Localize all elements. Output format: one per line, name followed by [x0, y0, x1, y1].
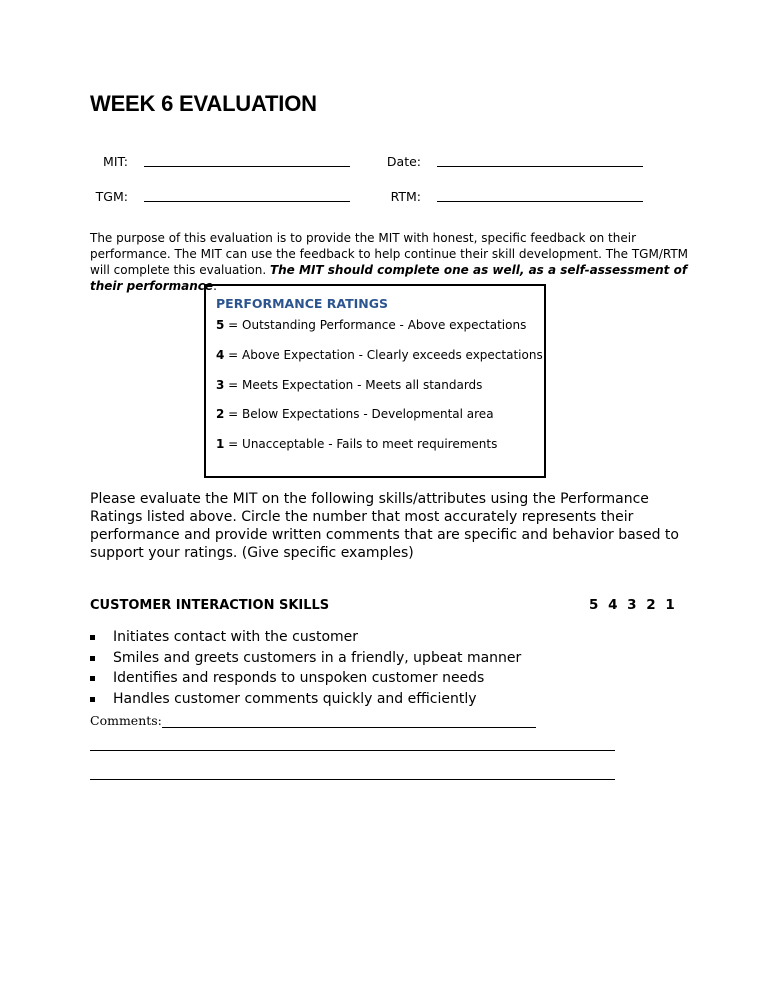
tgm-label: TGM:: [95, 189, 128, 204]
rating-scale[interactable]: 5 4 3 2 1: [589, 597, 675, 613]
rating-item-1: [216, 437, 497, 451]
rating-number: 2: [216, 407, 225, 421]
rating-number: 4: [216, 348, 225, 362]
intro-emphasis: The MIT should complete one as well, as a self-assessment of their performance: [90, 263, 688, 293]
rating-description: = Below Expectations - Developmental area: [224, 407, 494, 421]
square-bullet-icon: [90, 656, 95, 661]
comments-input-line-3[interactable]: [90, 779, 615, 780]
list-item: [90, 668, 521, 689]
rating-number: 3: [216, 378, 225, 392]
rating-item-2: [216, 407, 494, 421]
square-bullet-icon: [90, 697, 95, 702]
date-input-line[interactable]: [437, 166, 643, 167]
rating-description: = Unacceptable - Fails to meet requirements: [224, 437, 498, 451]
comments-input-line-1[interactable]: [162, 727, 536, 728]
rating-description: = Outstanding Performance - Above expectations: [224, 318, 527, 332]
instructions-paragraph: Please evaluate the MIT on the following skills/attributes using the Performance Ratings listed above. Circle the number that most accurately represents their performance and provide written comments that are specific and behavior based to support your ratings. (Give specific examples): [90, 491, 679, 561]
performance-ratings-box: [204, 284, 546, 478]
tgm-input-line[interactable]: [144, 201, 350, 202]
rating-item-5: [216, 318, 526, 332]
list-item-text: Identifies and responds to unspoken customer needs: [113, 670, 485, 686]
rating-description: = Meets Expectation - Meets all standards: [224, 378, 483, 392]
intro-end: .: [213, 279, 217, 293]
rating-description: = Above Expectation - Clearly exceeds expectations: [224, 348, 543, 362]
section-title: CUSTOMER INTERACTION SKILLS: [90, 598, 330, 613]
intro-text: The purpose of this evaluation is to provide the MIT with honest, specific feedback on their performance. The MIT can use the feedback to help continue their skill development. The TGM/RTM will complete this evaluation.: [90, 231, 689, 277]
date-label: Date:: [386, 154, 421, 169]
mit-label: MIT:: [103, 154, 128, 169]
list-item-text: Initiates contact with the customer: [113, 629, 359, 645]
list-item-text: Handles customer comments quickly and efficiently: [113, 690, 477, 707]
ratings-title: PERFORMANCE RATINGS: [216, 296, 388, 311]
list-item: [90, 627, 521, 648]
square-bullet-icon: [90, 635, 95, 640]
list-item: [90, 648, 521, 669]
rating-number: 1: [216, 437, 225, 451]
rating-item-3: [216, 378, 482, 392]
rtm-label: RTM:: [390, 189, 421, 204]
square-bullet-icon: [90, 676, 95, 681]
comments-label: Comments:: [90, 713, 162, 728]
page-title: WEEK 6 EVALUATION: [90, 91, 317, 116]
comments-input-line-2[interactable]: [90, 750, 615, 751]
skills-list: [90, 627, 521, 709]
mit-input-line[interactable]: [144, 166, 350, 167]
list-item-text: Smiles and greets customers in a friendly, upbeat manner: [113, 649, 522, 666]
rating-number: 5: [216, 318, 225, 332]
list-item: [90, 689, 521, 710]
rtm-input-line[interactable]: [437, 201, 643, 202]
rating-item-4: [216, 348, 543, 362]
